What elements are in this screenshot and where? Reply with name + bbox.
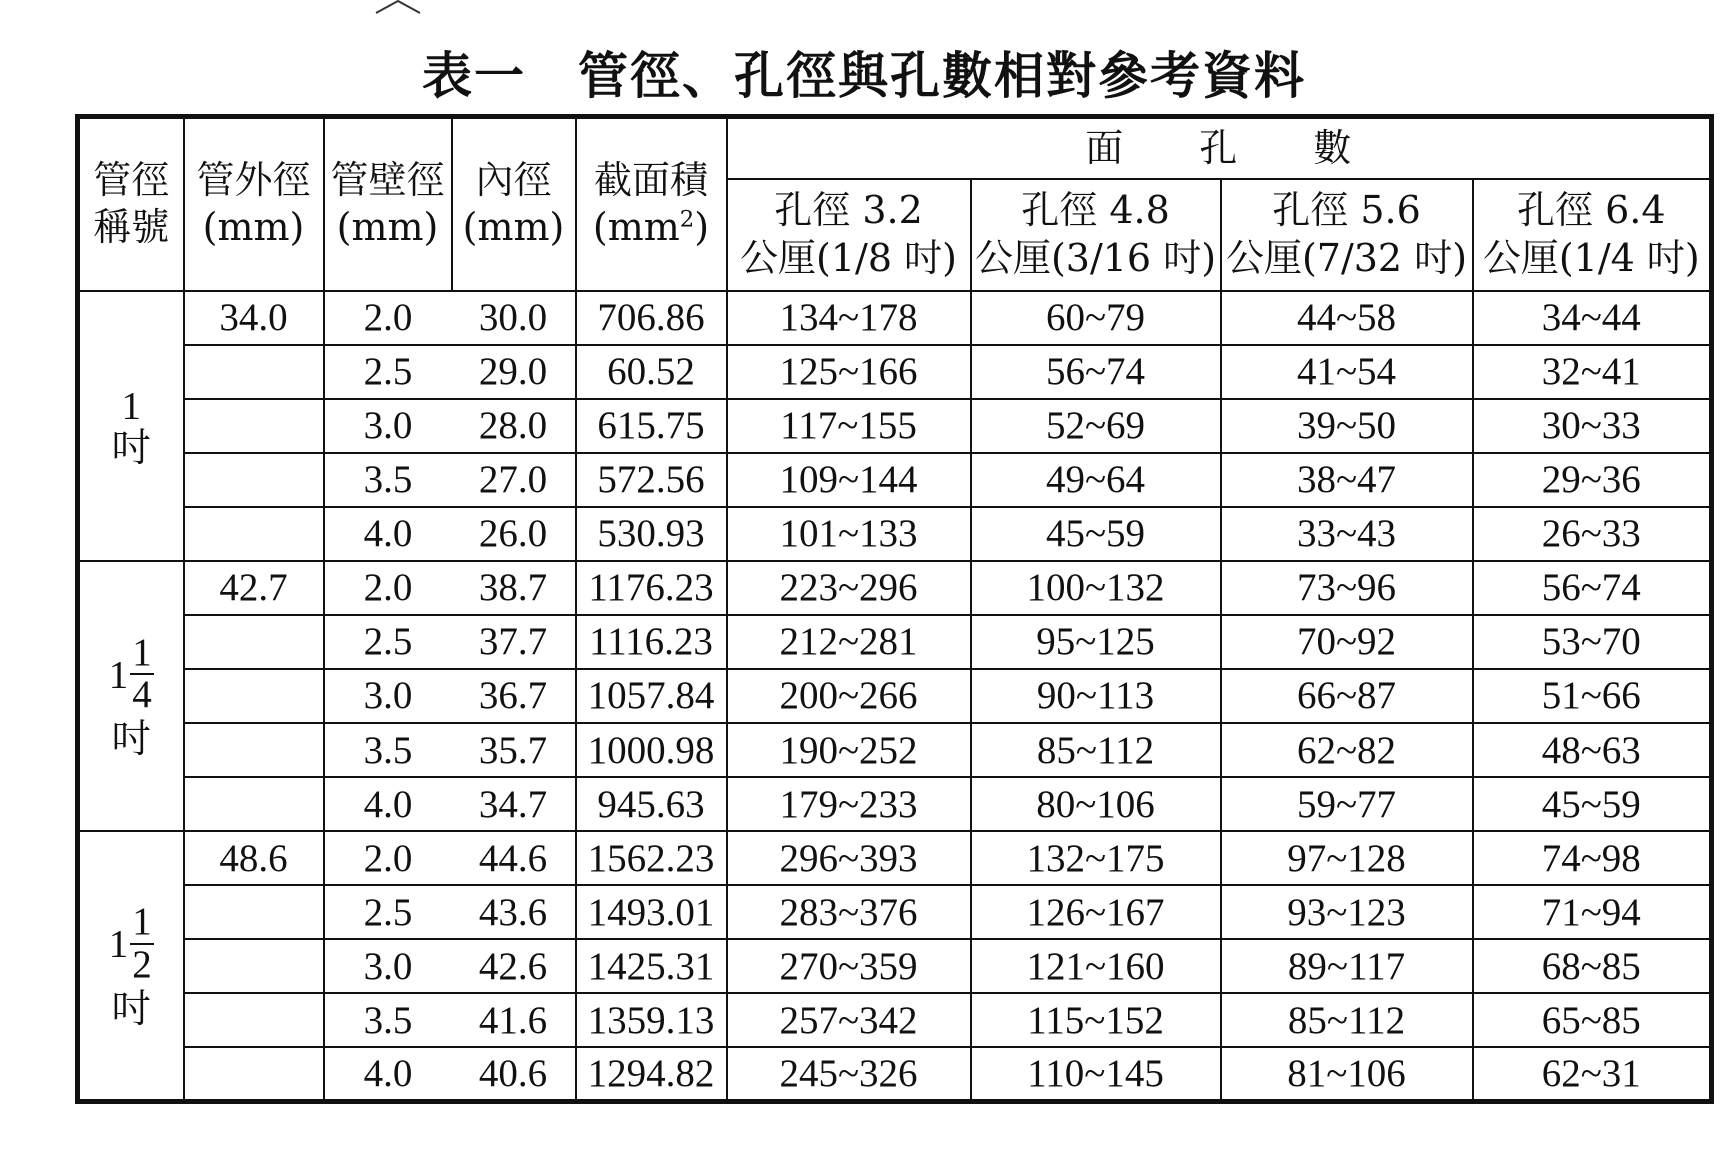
holes-5-6-cell: 73~96	[1221, 561, 1473, 615]
outer-diameter-cell	[184, 993, 324, 1047]
holes-6-4-cell: 51~66	[1473, 669, 1712, 723]
outer-diameter-cell	[184, 615, 324, 669]
header-inner-diameter: 內徑 (mm)	[452, 117, 576, 291]
holes-6-4-cell: 32~41	[1473, 345, 1712, 399]
holes-5-6-cell: 62~82	[1221, 723, 1473, 777]
holes-4-8-cell: 95~125	[971, 615, 1221, 669]
holes-4-8-cell: 80~106	[971, 777, 1221, 831]
holes-6-4-cell: 68~85	[1473, 939, 1712, 993]
wall-cell: 2.0	[324, 831, 452, 885]
outer-diameter-cell	[184, 399, 324, 453]
holes-5-6-cell: 85~112	[1221, 993, 1473, 1047]
holes-3-2-cell: 283~376	[727, 885, 971, 939]
scan-corner-mark	[368, 0, 448, 14]
area-cell: 60.52	[576, 345, 727, 399]
holes-6-4-cell: 26~33	[1473, 507, 1712, 561]
area-cell: 1425.31	[576, 939, 727, 993]
holes-5-6-cell: 59~77	[1221, 777, 1473, 831]
wall-cell: 4.0	[324, 777, 452, 831]
holes-5-6-cell: 81~106	[1221, 1047, 1473, 1101]
table-row	[78, 939, 1712, 993]
pipe-size-label: 1 $\frac{1}{4}$ 吋	[78, 561, 184, 831]
outer-diameter-cell	[184, 777, 324, 831]
outer-diameter-cell: 34.0	[184, 291, 324, 345]
holes-3-2-cell: 270~359	[727, 939, 971, 993]
header-hole-size-6-4: 孔徑 6.4 公厘(1/4 吋)	[1473, 179, 1712, 291]
holes-3-2-cell: 200~266	[727, 669, 971, 723]
holes-3-2-cell: 223~296	[727, 561, 971, 615]
holes-5-6-cell: 93~123	[1221, 885, 1473, 939]
wall-cell: 3.0	[324, 399, 452, 453]
area-cell: 572.56	[576, 453, 727, 507]
area-cell: 1176.23	[576, 561, 727, 615]
holes-4-8-cell: 45~59	[971, 507, 1221, 561]
inner-cell: 27.0	[452, 453, 576, 507]
table-row	[78, 1047, 1712, 1101]
table-row	[78, 345, 1712, 399]
table-row	[78, 723, 1712, 777]
outer-diameter-cell: 42.7	[184, 561, 324, 615]
inner-cell: 28.0	[452, 399, 576, 453]
holes-3-2-cell: 101~133	[727, 507, 971, 561]
holes-3-2-cell: 134~178	[727, 291, 971, 345]
holes-6-4-cell: 74~98	[1473, 831, 1712, 885]
wall-cell: 2.5	[324, 615, 452, 669]
inner-cell: 38.7	[452, 561, 576, 615]
inner-cell: 44.6	[452, 831, 576, 885]
inner-cell: 42.6	[452, 939, 576, 993]
wall-cell: 3.5	[324, 723, 452, 777]
wall-cell: 3.5	[324, 453, 452, 507]
wall-cell: 2.5	[324, 885, 452, 939]
wall-cell: 4.0	[324, 1047, 452, 1101]
outer-diameter-cell	[184, 453, 324, 507]
holes-5-6-cell: 70~92	[1221, 615, 1473, 669]
pipe-size-label: 1 $\frac{1}{2}$ 吋	[78, 831, 184, 1101]
inner-cell: 30.0	[452, 291, 576, 345]
outer-diameter-cell	[184, 345, 324, 399]
header-hole-count: 面 孔 數	[727, 117, 1712, 179]
holes-3-2-cell: 190~252	[727, 723, 971, 777]
area-cell: 530.93	[576, 507, 727, 561]
holes-5-6-cell: 33~43	[1221, 507, 1473, 561]
table-row	[78, 831, 1712, 885]
inner-cell: 37.7	[452, 615, 576, 669]
header-cross-section-area: 截面積 $(mm^2)$	[576, 117, 727, 291]
holes-5-6-cell: 39~50	[1221, 399, 1473, 453]
pipe-hole-reference-table	[75, 114, 1714, 1104]
area-cell: 1000.98	[576, 723, 727, 777]
area-cell: 615.75	[576, 399, 727, 453]
holes-6-4-cell: 62~31	[1473, 1047, 1712, 1101]
holes-3-2-cell: 212~281	[727, 615, 971, 669]
holes-6-4-cell: 53~70	[1473, 615, 1712, 669]
holes-3-2-cell: 296~393	[727, 831, 971, 885]
holes-3-2-cell: 257~342	[727, 993, 971, 1047]
fraction: $\frac{1}{4}$	[132, 630, 152, 717]
holes-6-4-cell: 48~63	[1473, 723, 1712, 777]
holes-6-4-cell: 29~36	[1473, 453, 1712, 507]
holes-5-6-cell: 89~117	[1221, 939, 1473, 993]
holes-4-8-cell: 121~160	[971, 939, 1221, 993]
wall-cell: 2.0	[324, 291, 452, 345]
wall-cell: 3.0	[324, 669, 452, 723]
header-wall-thickness: 管壁徑 (mm)	[324, 117, 452, 291]
header-hole-size-4-8: 孔徑 4.8 公厘(3/16 吋)	[971, 179, 1221, 291]
holes-5-6-cell: 66~87	[1221, 669, 1473, 723]
area-cell: 706.86	[576, 291, 727, 345]
outer-diameter-cell	[184, 885, 324, 939]
area-cell: 1057.84	[576, 669, 727, 723]
inner-cell: 36.7	[452, 669, 576, 723]
holes-4-8-cell: 115~152	[971, 993, 1221, 1047]
holes-4-8-cell: 90~113	[971, 669, 1221, 723]
holes-5-6-cell: 38~47	[1221, 453, 1473, 507]
holes-4-8-cell: 110~145	[971, 1047, 1221, 1101]
inner-cell: 35.7	[452, 723, 576, 777]
holes-3-2-cell: 117~155	[727, 399, 971, 453]
outer-diameter-cell: 48.6	[184, 831, 324, 885]
holes-4-8-cell: 85~112	[971, 723, 1221, 777]
table-row	[78, 399, 1712, 453]
table-row	[78, 669, 1712, 723]
area-cell: 945.63	[576, 777, 727, 831]
table-row	[78, 291, 1712, 345]
holes-4-8-cell: 52~69	[971, 399, 1221, 453]
area-cell: 1116.23	[576, 615, 727, 669]
holes-5-6-cell: 41~54	[1221, 345, 1473, 399]
header-hole-size-5-6: 孔徑 5.6 公厘(7/32 吋)	[1221, 179, 1473, 291]
holes-6-4-cell: 45~59	[1473, 777, 1712, 831]
holes-3-2-cell: 179~233	[727, 777, 971, 831]
area-cell: 1359.13	[576, 993, 727, 1047]
area-cell: 1294.82	[576, 1047, 727, 1101]
holes-6-4-cell: 71~94	[1473, 885, 1712, 939]
outer-diameter-cell	[184, 507, 324, 561]
wall-cell: 2.0	[324, 561, 452, 615]
header-pipe-name: 管徑 稱號	[78, 117, 184, 291]
holes-6-4-cell: 65~85	[1473, 993, 1712, 1047]
outer-diameter-cell	[184, 723, 324, 777]
header-outer-diameter: 管外徑 (mm)	[184, 117, 324, 291]
wall-cell: 2.5	[324, 345, 452, 399]
holes-6-4-cell: 30~33	[1473, 399, 1712, 453]
holes-6-4-cell: 34~44	[1473, 291, 1712, 345]
holes-4-8-cell: 56~74	[971, 345, 1221, 399]
table-row	[78, 777, 1712, 831]
holes-4-8-cell: 126~167	[971, 885, 1221, 939]
fraction: $\frac{1}{2}$	[132, 900, 152, 987]
table-title: 表一 管徑、孔徑與孔數相對參考資料	[422, 46, 1306, 105]
holes-4-8-cell: 100~132	[971, 561, 1221, 615]
holes-3-2-cell: 125~166	[727, 345, 971, 399]
inner-cell: 43.6	[452, 885, 576, 939]
wall-cell: 4.0	[324, 507, 452, 561]
header-hole-size-3-2: 孔徑 3.2 公厘(1/8 吋)	[727, 179, 971, 291]
holes-4-8-cell: 132~175	[971, 831, 1221, 885]
wall-cell: 3.0	[324, 939, 452, 993]
inner-cell: 34.7	[452, 777, 576, 831]
outer-diameter-cell	[184, 939, 324, 993]
area-cell: 1493.01	[576, 885, 727, 939]
table-body	[78, 291, 1712, 1102]
outer-diameter-cell	[184, 1047, 324, 1101]
table-row	[78, 453, 1712, 507]
table-row	[78, 615, 1712, 669]
holes-6-4-cell: 56~74	[1473, 561, 1712, 615]
holes-3-2-cell: 245~326	[727, 1047, 971, 1101]
table-row	[78, 885, 1712, 939]
table-row	[78, 561, 1712, 615]
outer-diameter-cell	[184, 669, 324, 723]
table-row	[78, 507, 1712, 561]
inner-cell: 40.6	[452, 1047, 576, 1101]
table-row	[78, 993, 1712, 1047]
wall-cell: 3.5	[324, 993, 452, 1047]
holes-4-8-cell: 60~79	[971, 291, 1221, 345]
holes-3-2-cell: 109~144	[727, 453, 971, 507]
holes-4-8-cell: 49~64	[971, 453, 1221, 507]
area-cell: 1562.23	[576, 831, 727, 885]
inner-cell: 29.0	[452, 345, 576, 399]
pipe-size-label: 1 吋	[78, 291, 184, 561]
holes-5-6-cell: 97~128	[1221, 831, 1473, 885]
inner-cell: 41.6	[452, 993, 576, 1047]
inner-cell: 26.0	[452, 507, 576, 561]
holes-5-6-cell: 44~58	[1221, 291, 1473, 345]
